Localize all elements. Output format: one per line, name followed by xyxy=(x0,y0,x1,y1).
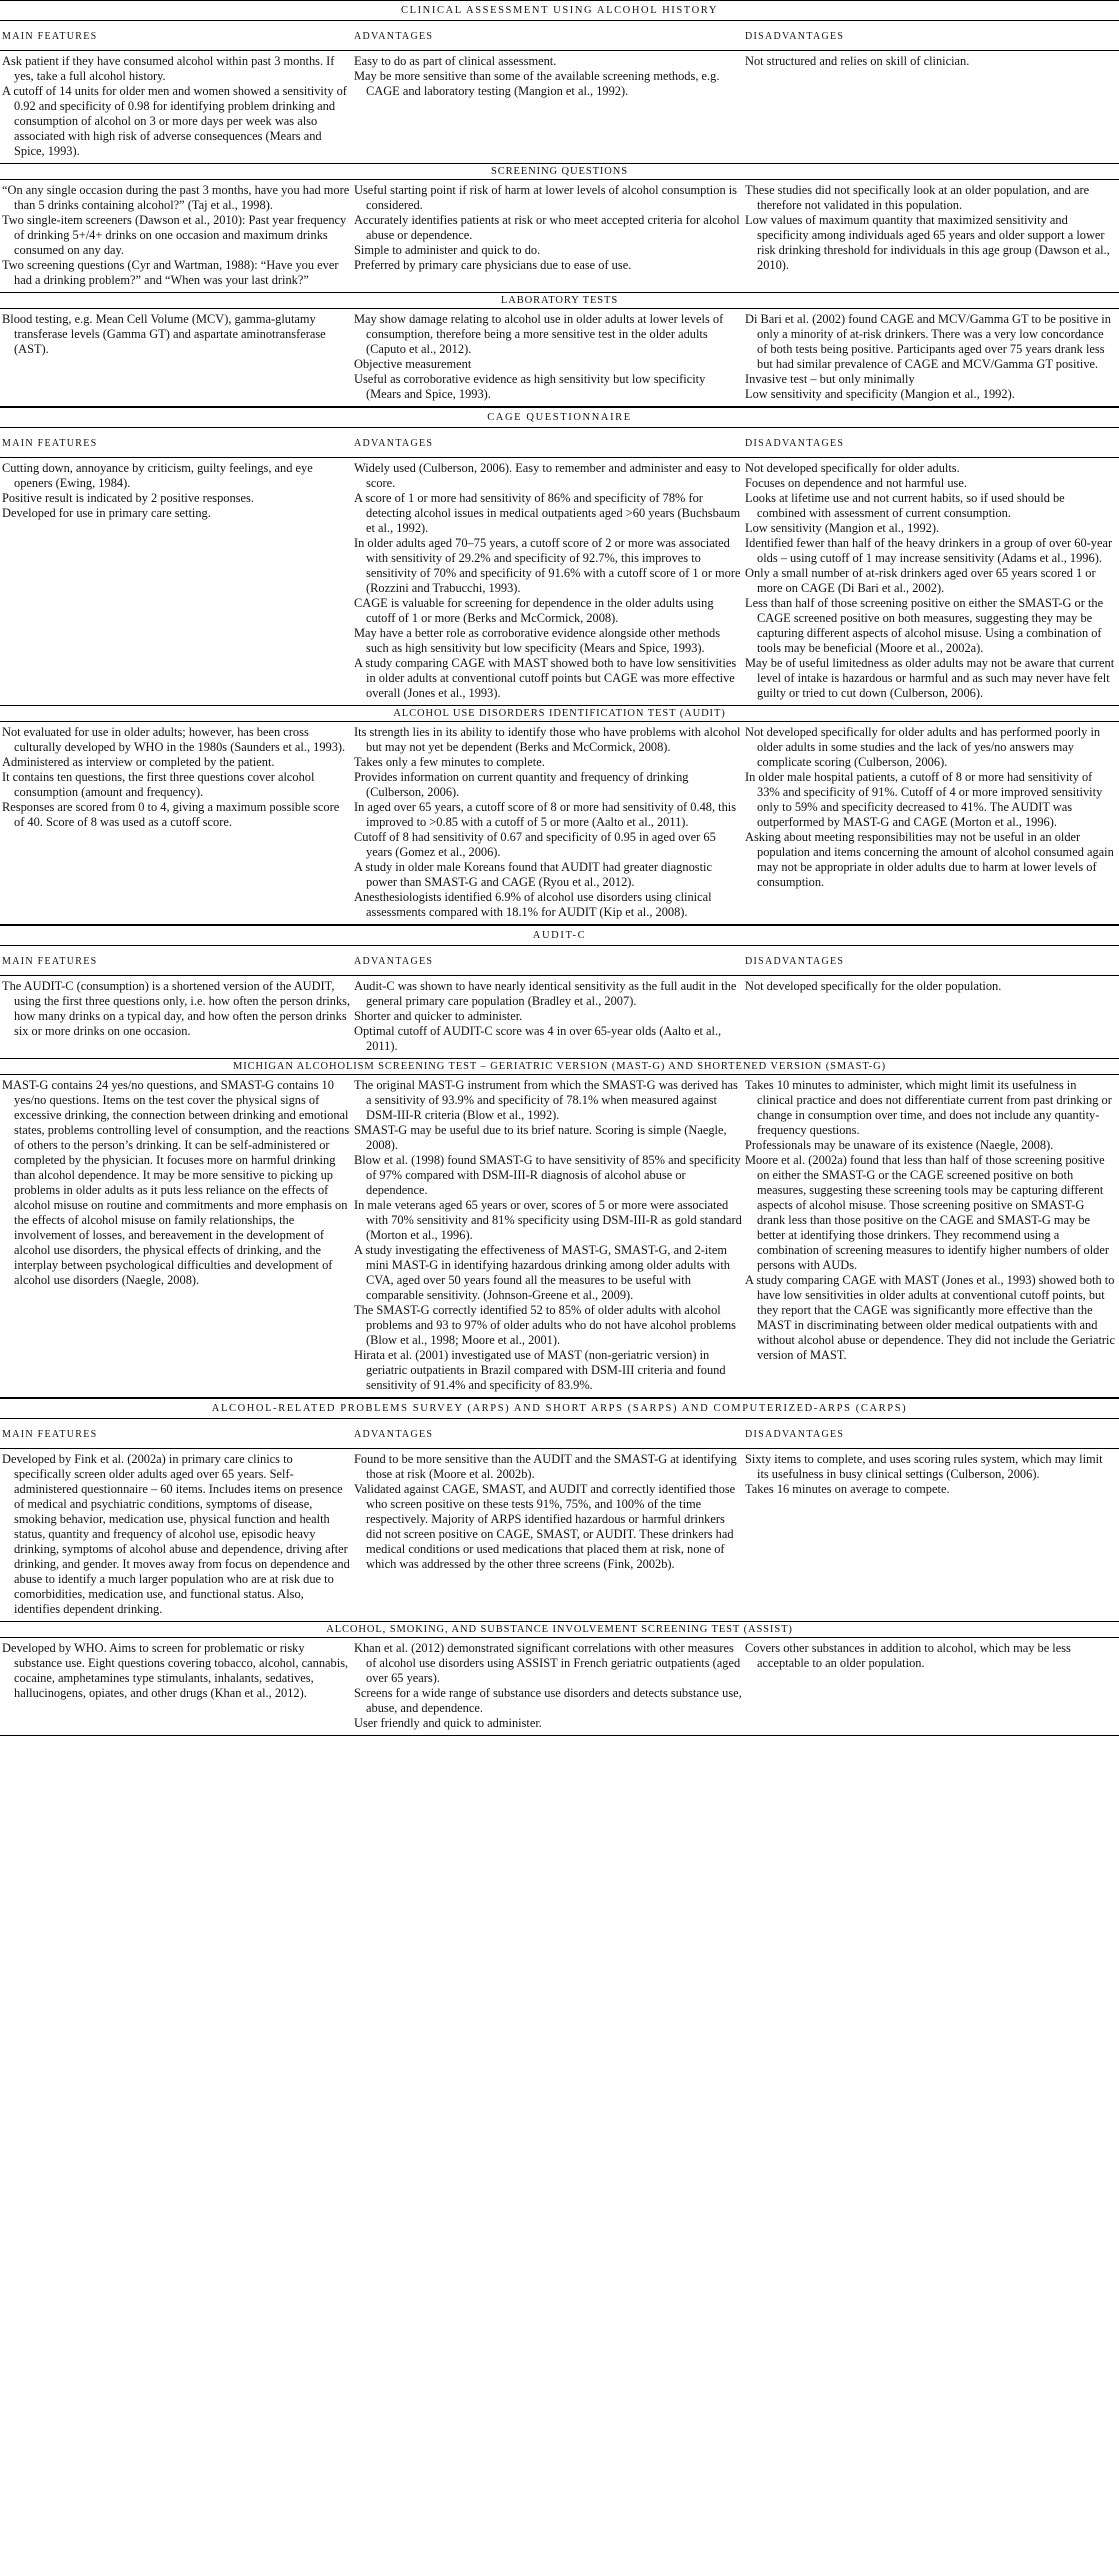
col-header-disadv: DISADVANTAGES xyxy=(745,438,845,449)
cell-paragraph: Screens for a wide range of substance use disorders and detects substance use, abuse, and dependence. xyxy=(354,1686,742,1715)
cell-paragraph: Objective measurement xyxy=(354,357,472,371)
cell-paragraph: A study comparing CAGE with MAST (Jones et al., 1993) showed both to have low sensitivities in older adults at conventional cutoff points, but they report that the CAGE was significantly more effective than the MAST in discriminating between older medical outpatients with and without alcohol abuse or dependence. They did not include the Geriatric version of MAST. xyxy=(745,1273,1115,1362)
cell-paragraph: These studies did not specifically look at an older population, and are therefore not validated in this population. xyxy=(745,183,1090,212)
cell-paragraph: Validated against CAGE, SMAST, and AUDIT and correctly identified those who screen positive on these tests 91%, 75%, and 100% of the time respectively. Majority of ARPS identified hazardous or harmful drinkers did not screen positive on CAGE, SMAST, or AUDIT. These drinkers had medical conditions or used medications that placed them at risk, none of which was addressed by the other three screens (Fink, 2002b). xyxy=(354,1482,736,1571)
disadvantages-cell xyxy=(743,1078,1119,1393)
table-row xyxy=(0,51,1119,164)
cell-paragraph: In male veterans aged 65 years or over, scores of 5 or more were associated with 70% sensitivity and 81% specificity using DSM-III-R as gold standard (Morton et al., 1996). xyxy=(354,1198,742,1242)
disadvantages-cell xyxy=(743,312,1119,402)
main-features-cell xyxy=(0,979,352,1054)
cell-paragraph: User friendly and quick to administer. xyxy=(354,1716,542,1730)
cell-paragraph: Low sensitivity and specificity (Mangion et al., 1992). xyxy=(745,387,1015,401)
cell-paragraph: Takes only a few minutes to complete. xyxy=(354,755,545,769)
cell-paragraph: Khan et al. (2012) demonstrated significant correlations with other measures of alcohol use disorders using ASSIST in French geriatric outpatients (aged over 65 years). xyxy=(354,1641,741,1685)
main-features-cell xyxy=(0,54,352,159)
cell-paragraph: Not developed specifically for older adults and has performed poorly in older adults in some studies and the lack of yes/no answers may complicate scoring (Culberson, 2006). xyxy=(745,725,1101,769)
cell-paragraph: Invasive test – but only minimally xyxy=(745,372,915,386)
cell-paragraph: Hirata et al. (2001) investigated use of MAST (non-geriatric version) in geriatric outpatients in Brazil compared with DSM-III criteria and found sensitivity of 91.4% and specificity of 83.9%. xyxy=(354,1348,726,1392)
disadvantages-cell xyxy=(743,1452,1119,1617)
cell-paragraph: Two screening questions (Cyr and Wartman, 1988): “Have you ever had a drinking problem?” and “When was your last drink?” xyxy=(2,258,339,287)
main-features-cell xyxy=(0,1452,352,1617)
col-header-main: MAIN FEATURES xyxy=(2,31,98,42)
cell-paragraph: Two single-item screeners (Dawson et al., 2010): Past year frequency of drinking 5+/4+ drinks on one occasion and maximum drinks consumed on any day. xyxy=(2,213,347,257)
advantages-cell xyxy=(352,1078,743,1393)
cell-paragraph: MAST-G contains 24 yes/no questions, and SMAST-G contains 10 yes/no questions. Items on the test cover the physical signs of excessive drinking, the connection between drinking and emotional states, problems controlling level of consumption, and the reactions of others to the person’s drinking. It can be self-administered or completed by the physician. It focuses more on harmful drinking than alcohol dependence. It may be more sensitive to picking up problems in older adults as it puts less reliance on the effects of alcohol misuse on routine and commitments and more emphasis on the effects of alcohol misuse on family relationships, the involvement of losses, and bereavement in the development of alcohol use disorders, the physical effects of drinking, and the interplay between psychological difficulties and development of alcohol use disorders (Naegle, 2008). xyxy=(2,1078,350,1287)
cell-paragraph: Not developed specifically for older adults. xyxy=(745,461,960,475)
advantages-cell xyxy=(352,979,743,1054)
column-headers xyxy=(0,21,1119,51)
cell-paragraph: Shorter and quicker to administer. xyxy=(354,1009,523,1023)
column-headers xyxy=(0,946,1119,976)
cell-paragraph: In older adults aged 70–75 years, a cutoff score of 2 or more was associated with sensitivity of 29.2% and specificity of 92.7%, this improves to sensitivity of 70% and specificity of 91.6% with a cutoff score of 1 or more (Rozzini and Trabucchi, 1993). xyxy=(354,536,741,595)
disadvantages-cell xyxy=(743,725,1119,920)
cell-paragraph: Takes 10 minutes to administer, which might limit its usefulness in clinical practice and does not differentiate current from past drinking or change in consumption over time, and does not include any quantity-frequency questions. xyxy=(745,1078,1112,1137)
disadvantages-cell xyxy=(743,1641,1119,1731)
cell-paragraph: Anesthesiologists identified 6.9% of alcohol use disorders using clinical assessments compared with 18.1% for AUDIT (Kip et al., 2008). xyxy=(354,890,712,919)
cell-paragraph: Blow et al. (1998) found SMAST-G to have sensitivity of 85% and specificity of 97% compared with DSM-III-R diagnosis of alcohol abuse or dependence. xyxy=(354,1153,741,1197)
cell-paragraph: Asking about meeting responsibilities may not be useful in an older population and items concerning the amount of alcohol consumed again may not be appropriate in older adults due to harm at lower levels of consumption. xyxy=(745,830,1114,889)
disadvantages-cell xyxy=(743,183,1119,288)
cell-paragraph: Cutoff of 8 had sensitivity of 0.67 and specificity of 0.95 in aged over 65 years (Gomez et al., 2006). xyxy=(354,830,716,859)
table-row xyxy=(0,976,1119,1059)
advantages-cell xyxy=(352,183,743,288)
cell-paragraph: SMAST-G may be useful due to its brief nature. Scoring is simple (Naegle, 2008). xyxy=(354,1123,727,1152)
disadvantages-cell xyxy=(743,979,1119,1054)
cell-paragraph: Cutting down, annoyance by criticism, guilty feelings, and eye openers (Ewing, 1984). xyxy=(2,461,313,490)
main-features-cell xyxy=(0,183,352,288)
cell-paragraph: A score of 1 or more had sensitivity of 86% and specificity of 78% for detecting alcohol issues in medical outpatients aged >60 years (Buchsbaum et al., 1992). xyxy=(354,491,741,535)
main-features-cell xyxy=(0,461,352,701)
cell-paragraph: Administered as interview or completed by the patient. xyxy=(2,755,275,769)
cell-paragraph: “On any single occasion during the past 3 months, have you had more than 5 drinks containing alcohol?” (Taj et al., 1998). xyxy=(2,183,350,212)
disadvantages-cell xyxy=(743,54,1119,159)
cell-paragraph: Optimal cutoff of AUDIT-C score was 4 in over 65-year olds (Aalto et al., 2011). xyxy=(354,1024,722,1053)
cell-paragraph: Di Bari et al. (2002) found CAGE and MCV/Gamma GT to be positive in only a minority of at-risk drinkers. There was a very low concordance of both tests being positive. Participants aged over 75 years drank less but had similar prevalence of CAGE and MCV/Gamma GT positive. xyxy=(745,312,1111,371)
col-header-adv: ADVANTAGES xyxy=(354,31,434,42)
cell-paragraph: Widely used (Culberson, 2006). Easy to remember and administer and easy to score. xyxy=(354,461,741,490)
cell-paragraph: A study investigating the effectiveness of MAST-G, SMAST-G, and 2-item mini MAST-G in identifying hazardous drinking among older adults with CVA, aged over 50 years found all the measures to be useful with comparable sensitivity. (Johnson-Greene et al., 2009). xyxy=(354,1243,730,1302)
table-row xyxy=(0,1075,1119,1398)
cell-paragraph: Sixty items to complete, and uses scoring rules system, which may limit its usefulness in busy clinical settings (Culberson, 2006). xyxy=(745,1452,1103,1481)
cell-paragraph: Easy to do as part of clinical assessment. xyxy=(354,54,557,68)
cell-paragraph: Accurately identifies patients at risk or who meet accepted criteria for alcohol abuse or dependence. xyxy=(354,213,740,242)
cell-paragraph: A study comparing CAGE with MAST showed both to have low sensitivities in older adults at conventional cutoff points but CAGE was more effective overall (Jones et al., 1993). xyxy=(354,656,737,700)
cell-paragraph: May show damage relating to alcohol use in older adults at lower levels of consumption, therefore being a more sensitive test in the older adults (Caputo et al., 2012). xyxy=(354,312,724,356)
disadvantages-cell xyxy=(743,461,1119,701)
cell-paragraph: The SMAST-G correctly identified 52 to 85% of older adults with alcohol problems and 93 to 97% of older adults who do not have alcohol problems (Blow et al., 1998; Moore et al., 2001). xyxy=(354,1303,736,1347)
cell-paragraph: The AUDIT-C (consumption) is a shortened version of the AUDIT, using the first three questions only, i.e. how often the person drinks, how many drinks on a typical day, and how often the person drinks six or more drinks on one occasion. xyxy=(2,979,351,1038)
section-title-clinical: CLINICAL ASSESSMENT USING ALCOHOL HISTORY xyxy=(0,0,1119,21)
col-header-disadv: DISADVANTAGES xyxy=(745,31,845,42)
cell-paragraph: May have a better role as corroborative evidence alongside other methods such as high sensitivity but low specificity (Mears and Spice, 1993). xyxy=(354,626,721,655)
advantages-cell xyxy=(352,1452,743,1617)
cell-paragraph: Ask patient if they have consumed alcohol within past 3 months. If yes, take a full alcohol history. xyxy=(2,54,335,83)
section-title-cage: CAGE QUESTIONNAIRE xyxy=(0,407,1119,428)
cell-paragraph: Provides information on current quantity and frequency of drinking (Culberson, 2006). xyxy=(354,770,689,799)
cell-paragraph: In older male hospital patients, a cutoff of 8 or more had sensitivity of 33% and specificity of 91%. Cutoff of 4 or more improved sensitivity only to 59% and specificity decreased to 41%. The AUDIT was outperformed by MAST-G and CAGE (Morton et al., 1996). xyxy=(745,770,1103,829)
cell-paragraph: Developed by Fink et al. (2002a) in primary care clinics to specifically screen older adults aged over 65 years. Self-administered questionnaire – 60 items. Includes items on presence of medical and psychiatric conditions, symptoms of disease, smoking behavior, medication use, physical function and health status, quantity and frequency of alcohol use, episodic heavy drinking, symptoms of alcohol abuse and dependence, driving after drinking, and gender. It moves away from focus on dependence and abuse to identify a much larger population who are at risk due to comorbidities, medication use, and functional status. Also, identifies dependent drinking. xyxy=(2,1452,350,1616)
cell-paragraph: Developed for use in primary care setting. xyxy=(2,506,211,520)
cell-paragraph: Useful as corroborative evidence as high sensitivity but low specificity (Mears and Spice, 1993). xyxy=(354,372,706,401)
main-features-cell xyxy=(0,1641,352,1731)
section-title-arps: ALCOHOL-RELATED PROBLEMS SURVEY (ARPS) AND SHORT ARPS (SARPS) AND COMPUTERIZED-ARPS (CARPS) xyxy=(0,1398,1119,1419)
cell-paragraph: Focuses on dependence and not harmful use. xyxy=(745,476,967,490)
col-header-disadv: DISADVANTAGES xyxy=(745,956,845,967)
cell-paragraph: Its strength lies in its ability to identify those who have problems with alcohol but may not yet be dependent (Berks and McCormick, 2008). xyxy=(354,725,741,754)
cell-paragraph: Not evaluated for use in older adults; however, has been cross culturally developed by WHO in the 1980s (Saunders et al., 1993). xyxy=(2,725,346,754)
cell-paragraph: Preferred by primary care physicians due to ease of use. xyxy=(354,258,632,272)
cell-paragraph: It contains ten questions, the first three questions cover alcohol consumption (amount and frequency). xyxy=(2,770,315,799)
cell-paragraph: Less than half of those screening positive on either the SMAST-G or the CAGE screened positive on both measures, suggesting they may be capturing different aspects of alcohol misuse. Using a combination of tools may be beneficial (Moore et al., 2002a). xyxy=(745,596,1104,655)
table-row xyxy=(0,1449,1119,1622)
table-row xyxy=(0,180,1119,293)
cell-paragraph: Found to be more sensitive than the AUDIT and the SMAST-G at identifying those at risk (Moore et al. 2002b). xyxy=(354,1452,737,1481)
advantages-cell xyxy=(352,461,743,701)
cell-paragraph: In aged over 65 years, a cutoff score of 8 or more had sensitivity of 0.48, this improved to >0.85 with a cutoff of 5 or more (Aalto et al., 2011). xyxy=(354,800,737,829)
col-header-main: MAIN FEATURES xyxy=(2,956,98,967)
cell-paragraph: A cutoff of 14 units for older men and women showed a sensitivity of 0.92 and specificity of 0.98 for identifying problem drinking and consumption of alcohol on 3 or more days per week was also associated with high risk of adverse consequences (Mears and Spice, 1993). xyxy=(2,84,347,158)
col-header-main: MAIN FEATURES xyxy=(2,1429,98,1440)
advantages-cell xyxy=(352,725,743,920)
subsection-title-screening: SCREENING QUESTIONS xyxy=(0,164,1119,180)
col-header-adv: ADVANTAGES xyxy=(354,1429,434,1440)
cell-paragraph: Simple to administer and quick to do. xyxy=(354,243,541,257)
cell-paragraph: May be more sensitive than some of the available screening methods, e.g. CAGE and laboratory testing (Mangion et al., 1992). xyxy=(354,69,720,98)
subsection-title-lab: LABORATORY TESTS xyxy=(0,293,1119,309)
col-header-adv: ADVANTAGES xyxy=(354,956,434,967)
cell-paragraph: Blood testing, e.g. Mean Cell Volume (MCV), gamma-glutamy transferase levels (Gamma GT) and aspartate aminotransferase (AST). xyxy=(2,312,326,356)
section-title-auditc: AUDIT-C xyxy=(0,925,1119,946)
col-header-adv: ADVANTAGES xyxy=(354,438,434,449)
cell-paragraph: Audit-C was shown to have nearly identical sensitivity as the full audit in the general primary care population (Bradley et al., 2007). xyxy=(354,979,737,1008)
cell-paragraph: Covers other substances in addition to alcohol, which may be less acceptable to an older population. xyxy=(745,1641,1071,1670)
advantages-cell xyxy=(352,312,743,402)
main-features-cell xyxy=(0,1078,352,1393)
col-header-disadv: DISADVANTAGES xyxy=(745,1429,845,1440)
table-row xyxy=(0,458,1119,706)
table-row xyxy=(0,1638,1119,1736)
cell-paragraph: Identified fewer than half of the heavy drinkers in a group of over 60-year olds – using cutoff of 1 may increase sensitivity (Adams et al., 1996). xyxy=(745,536,1113,565)
cell-paragraph: May be of useful limitedness as older adults may not be aware that current level of intake is hazardous or harmful and as such may never have felt guilty or tried to cut down (Culberson, 2006). xyxy=(745,656,1115,700)
cell-paragraph: Developed by WHO. Aims to screen for problematic or risky substance use. Eight questions covering tobacco, alcohol, cannabis, cocaine, amphetamines type stimulants, inhalants, sedatives, hallucinogens, opiates, and other drugs (Khan et al., 2012). xyxy=(2,1641,349,1700)
table-row xyxy=(0,309,1119,407)
cell-paragraph: Professionals may be unaware of its existence (Naegle, 2008). xyxy=(745,1138,1054,1152)
cell-paragraph: Only a small number of at-risk drinkers aged over 65 years scored 1 or more on CAGE (Di Bari et al., 2002). xyxy=(745,566,1096,595)
cell-paragraph: Not developed specifically for the older population. xyxy=(745,979,1002,993)
main-features-cell xyxy=(0,312,352,402)
advantages-cell xyxy=(352,1641,743,1731)
advantages-cell xyxy=(352,54,743,159)
cell-paragraph: A study in older male Koreans found that AUDIT had greater diagnostic power than SMAST-G and CAGE (Ryou et al., 2012). xyxy=(354,860,712,889)
cell-paragraph: Not structured and relies on skill of clinician. xyxy=(745,54,970,68)
cell-paragraph: Low sensitivity (Mangion et al., 1992). xyxy=(745,521,940,535)
cell-paragraph: Moore et al. (2002a) found that less than half of those screening positive on either the SMAST-G or the CAGE screened positive on both measures, suggesting these screening tools may be capturing different aspects of alcohol misuse. Those screening positive on SMAST-G drank less than those positive on the CAGE and SMAST-G may be better at identifying those drinkers. They recommend using a combination of screening measures to identify higher numbers of older persons with AUDs. xyxy=(745,1153,1110,1272)
cell-paragraph: Responses are scored from 0 to 4, giving a maximum possible score of 40. Score of 8 was used as a cutoff score. xyxy=(2,800,340,829)
cell-paragraph: Useful starting point if risk of harm at lower levels of alcohol consumption is considered. xyxy=(354,183,738,212)
cell-paragraph: Positive result is indicated by 2 positive responses. xyxy=(2,491,254,505)
cell-paragraph: Low values of maximum quantity that maximized sensitivity and specificity among individuals aged 65 years and older support a lower risk drinking threshold for individuals in this age group (Dawson et al., 2010). xyxy=(745,213,1110,272)
cell-paragraph: Looks at lifetime use and not current habits, so if used should be combined with assessment of current consumption. xyxy=(745,491,1065,520)
subsection-title-assist: ALCOHOL, SMOKING, AND SUBSTANCE INVOLVEMENT SCREENING TEST (ASSIST) xyxy=(0,1622,1119,1638)
cell-paragraph: CAGE is valuable for screening for dependence in the older adults using cutoff of 1 or more (Berks and McCormick, 2008). xyxy=(354,596,714,625)
subsection-title-mast: MICHIGAN ALCOHOLISM SCREENING TEST – GERIATRIC VERSION (MAST-G) AND SHORTENED VERSION (SMAST-G) xyxy=(0,1059,1119,1075)
cell-paragraph: Takes 16 minutes on average to compete. xyxy=(745,1482,950,1496)
cell-paragraph: The original MAST-G instrument from which the SMAST-G was derived has a sensitivity of 93.9% and specificity of 78.1% when measured against DSM-III-R criteria (Blow et al., 1992). xyxy=(354,1078,738,1122)
main-features-cell xyxy=(0,725,352,920)
col-header-main: MAIN FEATURES xyxy=(2,438,98,449)
column-headers xyxy=(0,428,1119,458)
column-headers xyxy=(0,1419,1119,1449)
subsection-title-audit: ALCOHOL USE DISORDERS IDENTIFICATION TEST (AUDIT) xyxy=(0,706,1119,722)
table-row xyxy=(0,722,1119,925)
